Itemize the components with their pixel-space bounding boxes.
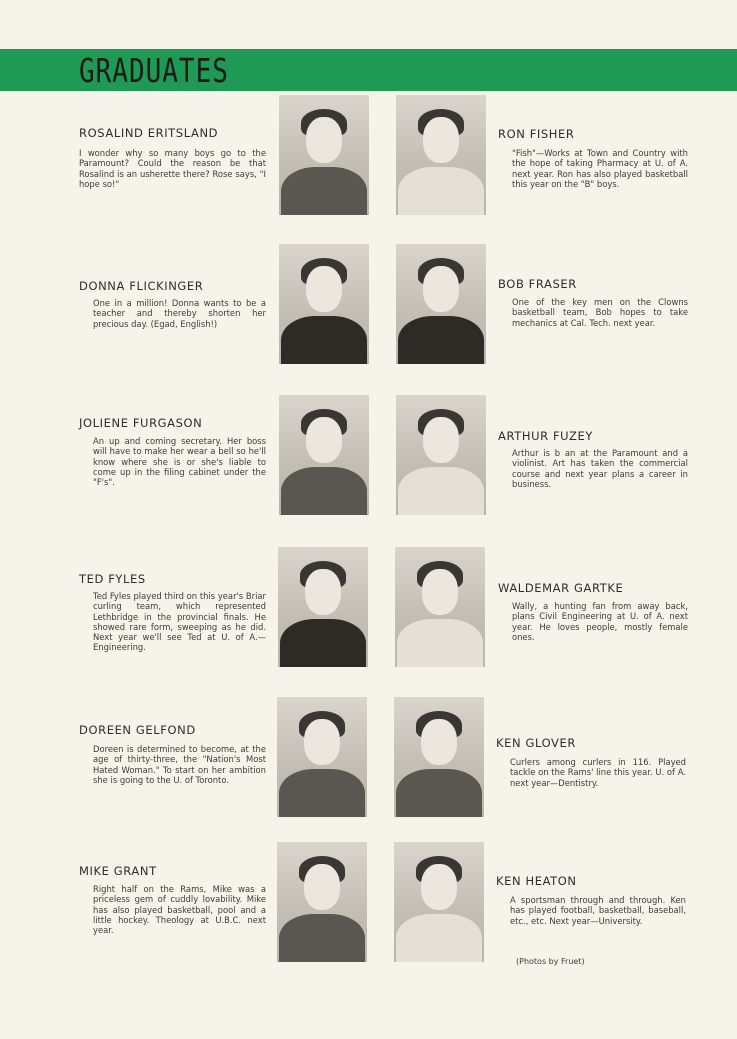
graduate-name: DOREEN GELFOND xyxy=(79,723,196,737)
photo-credit: (Photos by Fruet) xyxy=(516,957,585,966)
graduate-bio: A sportsman through and through. Ken has played football, basketball, baseball, etc., etc. Next year—University. xyxy=(510,895,686,926)
graduate-name: KEN GLOVER xyxy=(496,736,576,750)
graduate-photo xyxy=(394,842,484,962)
graduate-bio: Curlers among curlers in 116. Played tackle on the Rams' line this year. U. of A. next year—Dentistry. xyxy=(510,757,686,788)
graduate-bio: An up and coming secretary. Her boss will have to make her wear a bell so he'll know where she is or she's liable to come up in the filing cabinet under the "F's". xyxy=(93,436,266,488)
graduate-photo xyxy=(396,395,486,515)
graduate-photo xyxy=(394,697,484,817)
graduate-name: WALDEMAR GARTKE xyxy=(498,581,624,595)
graduate-photo xyxy=(277,842,367,962)
graduate-photo xyxy=(279,95,369,215)
graduate-name: BOB FRASER xyxy=(498,277,577,291)
graduate-bio: Doreen is determined to become, at the age of thirty-three, the "Nation's Most Hated Woman." To start on her ambition she is going to the U. of Toronto. xyxy=(93,744,266,785)
graduate-name: TED FYLES xyxy=(79,572,146,586)
page-title: GRADUATES xyxy=(79,53,229,91)
graduate-name: ROSALIND ERITSLAND xyxy=(79,126,219,140)
graduate-name: MIKE GRANT xyxy=(79,864,157,878)
graduate-bio: "Fish"—Works at Town and Country with the hope of taking Pharmacy at U. of A. next year. Ron has also played basketball this year on the "B" boys. xyxy=(512,148,688,189)
graduate-bio: Wally, a hunting fan from away back, plans Civil Engineering at U. of A. next year. He loves people, mostly female ones. xyxy=(512,601,688,642)
graduate-name: RON FISHER xyxy=(498,127,575,141)
graduate-photo xyxy=(278,547,368,667)
graduate-bio: I wonder why so many boys go to the Paramount? Could the reason be that Rosalind is an usherette there? Rose says, "I hope so!" xyxy=(79,148,266,189)
graduate-photo xyxy=(277,697,367,817)
graduate-photo xyxy=(279,244,369,364)
header-banner xyxy=(0,49,737,91)
graduate-bio: One of the key men on the Clowns basketball team, Bob hopes to take mechanics at Cal. Tech. next year. xyxy=(512,297,688,328)
graduate-bio: Ted Fyles played third on this year's Briar curling team, which represented Lethbridge in the provincial finals. He showed rare form, sweeping as he did. Next year we'll see Ted at U. of A.—Engineering. xyxy=(93,591,266,653)
graduate-photo xyxy=(395,547,485,667)
graduate-name: JOLIENE FURGASON xyxy=(79,416,203,430)
graduate-name: KEN HEATON xyxy=(496,874,577,888)
graduate-photo xyxy=(396,244,486,364)
graduate-photo xyxy=(396,95,486,215)
graduate-name: ARTHUR FUZEY xyxy=(498,429,593,443)
graduate-bio: One in a million! Donna wants to be a teacher and thereby shorten her precious day. (Egad, English!) xyxy=(93,298,266,329)
graduate-name: DONNA FLICKINGER xyxy=(79,279,204,293)
graduate-bio: Right half on the Rams, Mike was a priceless gem of cuddly lovability. Mike has also played basketball, pool and a little hockey. Theology at U.B.C. next year. xyxy=(93,884,266,936)
graduate-bio: Arthur is b an at the Paramount and a violinist. Art has taken the commercial course and next year plans a career in business. xyxy=(512,448,688,489)
graduate-photo xyxy=(279,395,369,515)
